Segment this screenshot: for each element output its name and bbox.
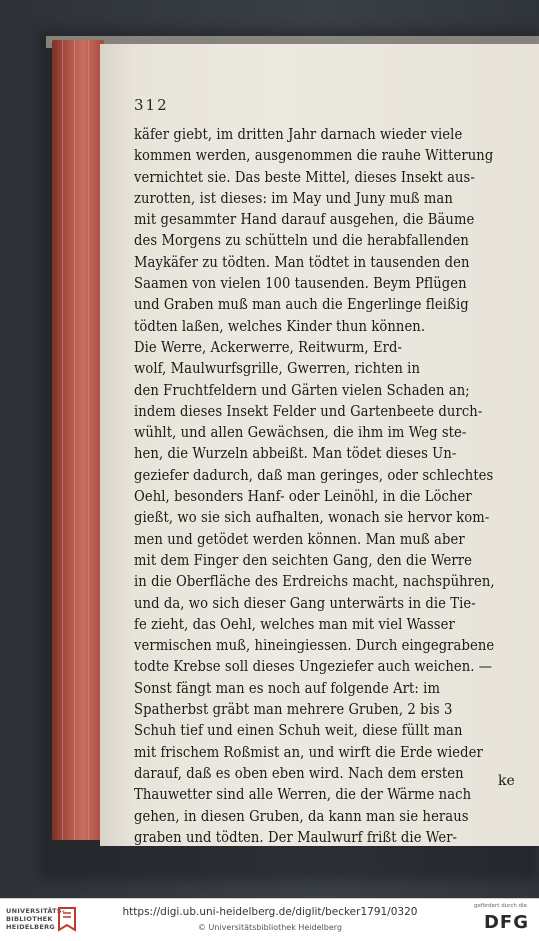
text-line: wolf, Maulwurfsgrille, Gwerren, richten in xyxy=(134,359,421,378)
text-line: in die Oberfläche des Erdreichs macht, nachspühren, xyxy=(134,572,495,591)
text-line: mit gesammter Hand darauf ausgehen, die Bäume xyxy=(134,210,475,229)
text-lines xyxy=(134,124,532,848)
text-line: wühlt, und allen Gewächsen, die ihm im Weg ste- xyxy=(134,423,467,442)
text-line: Schuh tief und einen Schuh weit, diese füllt man xyxy=(134,721,463,740)
text-line: Saamen von vielen 100 tausenden. Beym Pflügen xyxy=(134,274,467,293)
logo-line: UNIVERSITÄTS- xyxy=(6,907,65,915)
library-logo-icon[interactable] xyxy=(56,905,78,933)
text-line: den Fruchtfeldern und Gärten vielen Schaden an; xyxy=(134,380,470,399)
text-line: des Morgens zu schütteln und die herabfallenden xyxy=(134,231,469,250)
page-stack-edge xyxy=(52,40,104,840)
page-text xyxy=(134,96,532,848)
text-line: Maykäfer zu tödten. Man tödtet in tausenden den xyxy=(134,252,470,271)
text-line: gehen, in diesen Gruben, da kann man sie heraus xyxy=(134,806,469,825)
funded-by-label: gefördert durch die xyxy=(473,903,527,909)
text-line: mit frischem Roßmist an, und wirft die Erde wieder xyxy=(134,742,483,761)
text-line: Die Werre, Ackerwerre, Reitwurm, Erd- xyxy=(134,337,403,356)
text-line: Sonst fängt man es noch auf folgende Art: im xyxy=(134,678,440,697)
text-line: vermischen muß, hineingiessen. Durch eingegrabene xyxy=(134,636,495,655)
text-line: geziefer dadurch, daß man geringes, oder schlechtes xyxy=(134,465,494,484)
text-line: fe zieht, das Oehl, welches man mit viel Wasser xyxy=(134,614,455,633)
permalink-url[interactable]: https://digi.ub.uni-heidelberg.de/diglit/becker1791/0320 xyxy=(122,906,418,918)
catchword: ke xyxy=(498,773,515,789)
text-line: indem dieses Insekt Felder und Gartenbeete durch- xyxy=(134,401,483,420)
text-line: todte Krebse soll dieses Ungeziefer auch weichen. — xyxy=(134,657,493,676)
text-line: hen, die Wurzeln abbeißt. Man tödet dieses Un- xyxy=(134,444,457,463)
logo-line: HEIDELBERG xyxy=(6,923,56,931)
dfg-logo[interactable]: DFG xyxy=(483,912,529,933)
text-line: kommen werden, ausgenommen die rauhe Witterung xyxy=(134,146,494,165)
copyright-text: © Universitätsbibliothek Heidelberg xyxy=(197,923,342,932)
text-line: und Graben muß man auch die Engerlinge fleißig xyxy=(134,295,469,314)
text-line: Oehl, besonders Hanf- oder Leinöhl, in die Löcher xyxy=(134,487,472,506)
page-edge-line xyxy=(88,40,89,840)
text-line: vernichtet sie. Das beste Mittel, dieses Insekt aus- xyxy=(134,167,475,186)
text-line: darauf, daß es oben eben wird. Nach dem ersten xyxy=(134,763,464,782)
page-number: 312 xyxy=(134,96,169,114)
logo-line: BIBLIOTHEK xyxy=(6,915,53,923)
text-line: zurotten, ist dieses: im May und Juny muß man xyxy=(134,188,453,207)
text-line: Thauwetter sind alle Werren, die der Wärme nach xyxy=(134,785,472,804)
text-line: und da, wo sich dieser Gang unterwärts in die Tie- xyxy=(134,593,476,612)
text-line: Spatherbst gräbt man mehrere Gruben, 2 bis 3 xyxy=(134,700,453,719)
text-line: käfer giebt, im dritten Jahr darnach wieder viele xyxy=(134,125,463,143)
text-line: gießt, wo sie sich aufhalten, wonach sie hervor kom- xyxy=(134,508,490,527)
text-line: tödten laßen, welches Kinder thun können. xyxy=(134,316,426,335)
viewer-footer xyxy=(0,898,539,941)
page-edge-line xyxy=(62,40,63,840)
text-line: men und getödet werden können. Man muß aber xyxy=(134,529,465,548)
text-line: mit dem Finger den seichten Gang, den die Werre xyxy=(134,550,472,569)
page-edge-line xyxy=(74,40,75,840)
text-line: graben und tödten. Der Maulwurf frißt die Wer- xyxy=(134,827,458,846)
